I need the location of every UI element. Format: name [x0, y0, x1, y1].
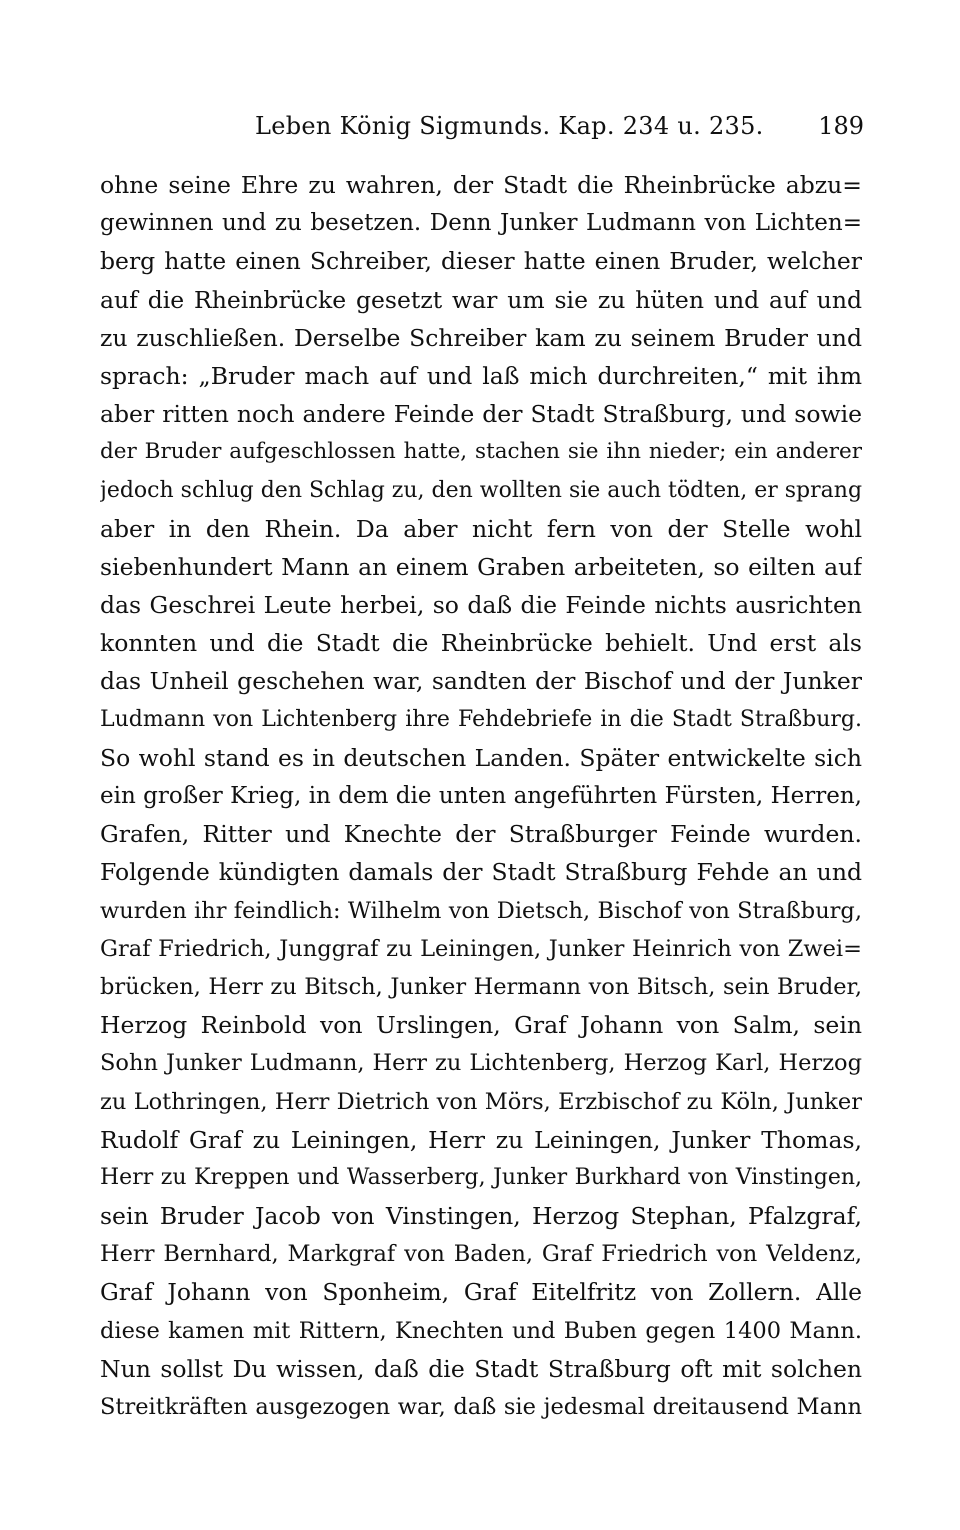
text-line: konnten und die Stadt die Rheinbrücke behielt. Und erst als — [100, 629, 862, 658]
text-line: ein großer Krieg, in dem die unten angeführten Fürsten, Herren, — [100, 783, 862, 809]
text-line: sein Bruder Jacob von Vinstingen, Herzog Stephan, Pfalzgraf, — [100, 1202, 862, 1231]
body-text — [100, 166, 862, 1426]
text-line: auf die Rheinbrücke gesetzt war um sie zu hüten und auf und — [100, 285, 862, 314]
text-line: brücken, Herr zu Bitsch, Junker Hermann von Bitsch, sein Bruder, — [100, 973, 862, 1000]
text-line: Herr Bernhard, Markgraf von Baden, Graf Friedrich von Veldenz, — [100, 1241, 862, 1268]
text-line: Rudolf Graf zu Leiningen, Herr zu Leiningen, Junker Thomas, — [100, 1125, 862, 1154]
running-title: Leben König Sigmunds. Kap. 234 u. 235. — [255, 112, 764, 140]
text-line: Sohn Junker Ludmann, Herr zu Lichtenberg, Herzog Karl, Herzog — [100, 1050, 862, 1077]
text-line: sprach: „Bruder mach auf und laß mich durchreiten,“ mit ihm — [100, 361, 862, 390]
text-line: Ludmann von Lichtenberg ihre Fehdebriefe in die Stadt Straßburg. — [100, 706, 862, 732]
text-line: gewinnen und zu besetzen. Denn Junker Ludmann von Lichten= — [100, 210, 862, 237]
text-line: der Bruder aufgeschlossen hatte, stachen sie ihn nieder; ein anderer — [100, 439, 862, 465]
text-line: siebenhundert Mann an einem Graben arbeiteten, so eilten auf — [100, 552, 862, 581]
text-line: berg hatte einen Schreiber, dieser hatte einen Bruder, welcher — [100, 247, 862, 276]
text-line: Herzog Reinbold von Urslingen, Graf Johann von Salm, sein — [100, 1011, 862, 1040]
text-line: Streitkräften ausgezogen war, daß sie jedesmal dreitausend Mann — [100, 1394, 862, 1420]
text-line: Folgende kündigten damals der Stadt Straßburg Fehde an und — [100, 858, 862, 887]
text-line: Graf Johann von Sponheim, Graf Eitelfritz von Zollern. Alle — [100, 1278, 862, 1307]
text-line: Grafen, Ritter und Knechte der Straßburger Feinde wurden. — [100, 820, 862, 849]
text-line: aber in den Rhein. Da aber nicht fern von der Stelle wohl — [100, 514, 862, 543]
text-line: aber ritten noch andere Feinde der Stadt Straßburg, und sowie — [100, 400, 862, 429]
text-line: zu zuschließen. Derselbe Schreiber kam zu seinem Bruder und — [100, 323, 862, 352]
text-line: ohne seine Ehre zu wahren, der Stadt die Rheinbrücke abzu= — [100, 171, 862, 199]
text-line: zu Lothringen, Herr Dietrich von Mörs, Erzbischof zu Köln, Junker — [100, 1088, 862, 1115]
text-line: diese kamen mit Rittern, Knechten und Buben gegen 1400 Mann. — [100, 1317, 862, 1344]
text-line: Herr zu Kreppen und Wasserberg, Junker Burkhard von Vinstingen, — [100, 1164, 862, 1190]
text-line: Nun sollst Du wissen, daß die Stadt Straßburg oft mit solchen — [100, 1354, 862, 1383]
text-line: wurden ihr feindlich: Wilhelm von Dietsch, Bischof von Straßburg, — [100, 897, 862, 924]
page-number: 189 — [818, 112, 864, 140]
text-line: Graf Friedrich, Junggraf zu Leiningen, Junker Heinrich von Zwei= — [100, 935, 862, 962]
text-line: jedoch schlug den Schlag zu, den wollten sie auch tödten, er sprang — [100, 477, 862, 503]
text-line: das Geschrei Leute herbei, so daß die Feinde nichts ausrichten — [100, 591, 862, 620]
text-line: So wohl stand es in deutschen Landen. Später entwickelte sich — [100, 743, 862, 772]
text-line: das Unheil geschehen war, sandten der Bischof und der Junker — [100, 667, 862, 696]
